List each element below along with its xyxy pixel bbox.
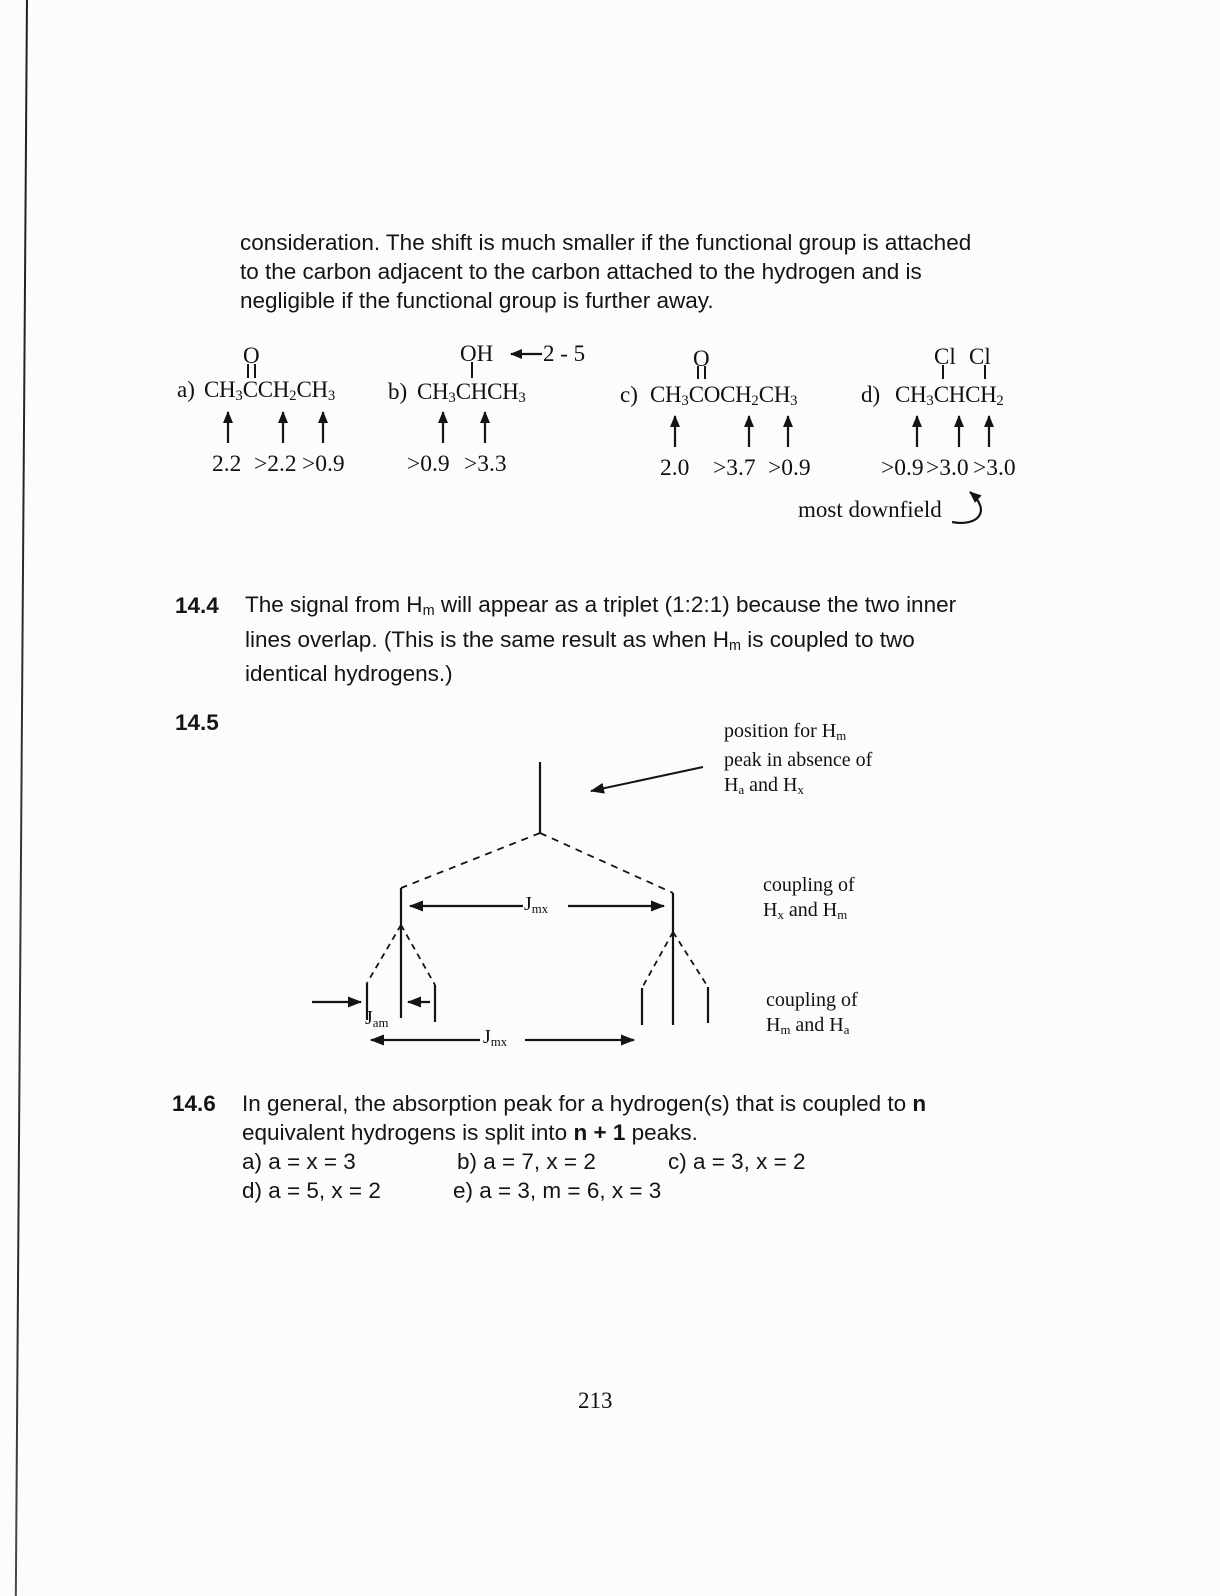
structure-a-value-2: >2.2	[254, 451, 297, 477]
splitting-tree-diagram	[280, 718, 750, 1068]
peak-note-pointer-arrow	[591, 767, 703, 791]
structure-b-hydroxyl: OH	[460, 341, 494, 366]
section-14-6-text	[242, 1089, 926, 1147]
most-downfield-arrow	[952, 492, 981, 523]
subsplit-dash-left-a	[367, 925, 401, 983]
subsplit-dash-right-b	[673, 932, 708, 987]
coupling-ma-line-2: $H_m$ and $H_a$	[766, 1013, 850, 1037]
section-14-4-text	[245, 591, 956, 688]
structure-arrows-layer	[170, 335, 1040, 535]
intro-line-1: consideration. The shift is much smaller if the functional group is attached	[240, 230, 972, 255]
section-14-4-line-1: The signal from $H_m$ will appear as a triplet (1:2:1) because the two inner	[245, 592, 957, 620]
structure-d-value-1: >0.9	[881, 455, 924, 481]
jam-label: $J_{am}$	[365, 1007, 389, 1030]
section-14-5-number: 14.5	[175, 710, 219, 735]
intro-line-3: negligible if the functional group is further away.	[240, 288, 714, 313]
jmx-top-label: $J_{mx}$	[524, 893, 549, 916]
most-downfield-label: most downfield	[798, 497, 942, 522]
split-dash-right	[540, 833, 673, 893]
structure-c-value-1: 2.0	[660, 455, 690, 481]
structure-d-label: d)	[861, 382, 881, 407]
intro-line-2: to the carbon adjacent to the carbon attached to the hydrogen and is	[240, 259, 922, 284]
option-e: e) a = 3, m = 6, x = 3	[453, 1178, 662, 1203]
option-c: c) a = 3, x = 2	[668, 1149, 806, 1174]
peak-note-line-2: peak in absence of	[724, 749, 873, 772]
structure-d-chlorine-1: Cl	[934, 344, 956, 369]
structure-d-value-2: >3.0	[926, 455, 969, 481]
peak-note-line-3: $H_a$ and $H_x$	[724, 773, 804, 797]
section-14-6-line-2: equivalent hydrogens is split into n + 1 peaks.	[242, 1120, 698, 1145]
coupling-hx-hm-label	[763, 873, 855, 927]
intro-paragraph	[240, 228, 971, 315]
split-dash-left	[401, 833, 540, 888]
coupling-xm-line-2: $H_x$ and $H_m$	[763, 898, 848, 922]
structure-c-value-2: >3.7	[713, 455, 756, 481]
structure-c-formula: $CH_3COCH_2CH_3$	[650, 382, 798, 410]
option-a: a) a = x = 3	[242, 1149, 356, 1174]
structure-b-value-2: >3.3	[464, 451, 507, 477]
scan-binding-line	[15, 0, 28, 1596]
section-14-6-line-1: In general, the absorption peak for a hydrogen(s) that is coupled to n	[242, 1091, 927, 1116]
structure-c-label: c)	[620, 382, 638, 407]
structure-a-value-3: >0.9	[302, 451, 345, 477]
coupling-hm-ha-label	[766, 988, 858, 1042]
coupling-ma-line-1: coupling of	[766, 989, 858, 1011]
structure-c-value-3: >0.9	[768, 455, 811, 481]
structure-d-chlorine-2: Cl	[969, 344, 991, 369]
subsplit-dash-left-b	[401, 925, 435, 985]
structure-a-value-1: 2.2	[212, 451, 242, 477]
structure-c-carbonyl-oxygen: O	[693, 346, 710, 371]
structure-d-value-3: >3.0	[973, 455, 1016, 481]
page-number: 213	[578, 1388, 613, 1413]
subsplit-dash-right-a	[642, 932, 673, 988]
jmx-bottom-label: $J_{mx}$	[483, 1026, 508, 1049]
structure-d-formula: $CH_3CHCH_2$	[895, 382, 1004, 410]
structure-b-label: b)	[388, 379, 408, 404]
structure-b-formula: $CH_3CHCH_3$	[417, 379, 526, 407]
coupling-xm-line-1: coupling of	[763, 874, 855, 896]
peak-position-note	[724, 719, 872, 802]
structure-a-carbonyl-oxygen: O	[243, 343, 260, 368]
section-14-4-line-3: identical hydrogens.)	[245, 661, 453, 687]
oh-shift-range-note: 2 - 5	[543, 341, 586, 366]
section-14-4-line-2: lines overlap. (This is the same result as when $H_m$ is coupled to two	[245, 626, 915, 654]
section-14-4-number: 14.4	[175, 593, 219, 618]
section-14-6-number: 14.6	[172, 1091, 216, 1116]
peak-note-line-1: position for $H_m$	[724, 720, 847, 743]
option-d: d) a = 5, x = 2	[242, 1178, 381, 1203]
option-b: b) a = 7, x = 2	[457, 1149, 596, 1174]
structure-a-formula: $CH_3CCH_2CH_3$	[204, 377, 336, 405]
structure-b-value-1: >0.9	[407, 451, 450, 477]
structure-a-label: a)	[177, 377, 195, 402]
